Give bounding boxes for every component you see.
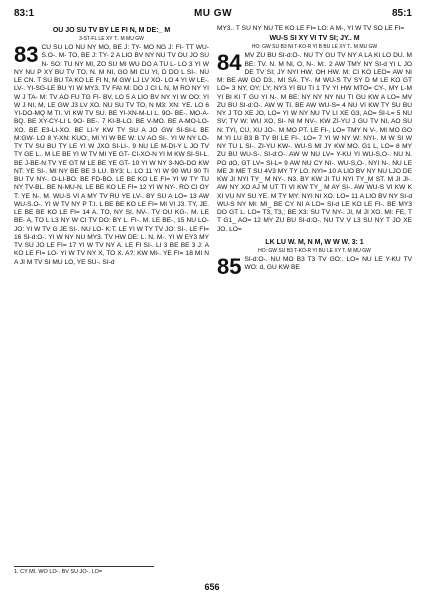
section-text: CU SU LO NU NY MO, BE J: TY- MO NG J: FI- TT WU-S.O-. M- TO, BE J: TY- 2 A LIO BV NY NU TV OU JO SU N- SO: TU NY MI, ZO SU MI WU DO A TU L- LO 3 YI W NY NU P XY BU TV TO, N. M NI, GO MI CU YI, D DO L SI-. NU LE CN. T SU BU TA KO LE FI N, M GW LJ LV XO- LO 4 YI W LE-. LV-. YI-SG-LE BU YI W MY3. TV FAI M: DO J CI L N, M RO NY YI W J TA- M: TV AO FU TG FI- BV, LO 5 A LIO BV NY YI W OO: YI W J NI, M, LE GW J3 LV XO. NU SU TV TO, N M3: XN: YE. LO 6 YI-DO-MQ M TI. VI KW TV SU. BE YI-XN-M-LI L. 9O- BE-. MO-A-BQ. BE XY-CY-LI L 9O- BE-. 7 KI-B-LO. BE V-MO. BE A-MO-LO-XO. BE E3-LI-XO. BE LI-Y KW TY SU A JO GW SI-SI-L BE M:GW- LO 8 Y-XN: KUO:, MI YI W BE W: LV AO SI-. YI W NY LO- TY TV SU BU TY LE YI W JXO SI-LI-. 9 NU LE M-DI-Y L JO TV TY GE L.. M LE BE YI W TV MI YE GT- CI-XO-N YI M KW SI-SI-L. BE J-BE-N TV YE GT M LE BE YE GT- 10 YI W NY 3-NG-DO KW NT: YE SI-. MI NY BE BE 3 LU. BY3: L. LO 11 YI W 90 WU 90 TI BU TV NY-. O-LI-BO. BE FD-BO. LE BE KO LE FI= YI W TY TU NY TV-BL. BE N-MU-N. LE BE KO LE FI= 12 YI W NY-. RO CI OY T: YE N-. M. WU-S VI A MY TV RU YE LV-. BY SU A LO= 13 AW WU-S.O-. YI W TV NY P T.I. L BE BE KO LE FI= MI VI J3. TY, JE. LE BE BE KO LE FI= 14 A. TO, NY SI, NV-. TV OU KG-. M. LE BE- A, TO L L3 NY W CI TV DO: BY L. FI-. M. LE BE-, 15 NU LO- JO: YI W TV G JE SI-. NU LO- K:T. LE YI W TY TV JO: SI-. LE FI= 16 SI-d:O-. YI W NY NU MY3. TV HW DE: L. N. M-. YI W EY3 MY TV SU JO LE FI= 17 YI W TV NY A. LE FI SI-. LI 3 BE BE 3 J: A KO LE FI= LO- YI W TV NY X, TO X. A?: KW MI-. YE FI= 18 MI N A JI M TV SI MU LO, YE SU-. SI-d (14, 44, 209, 266)
section-number: 85 (217, 253, 242, 279)
section-subtitle: HO: GW SU B3 T-KO-R YI BU LE XY T. M MU GW (258, 247, 371, 254)
section-83 (14, 26, 209, 267)
two-column-body (14, 25, 412, 555)
header-right: 85:1 (391, 8, 412, 19)
left-column (14, 25, 209, 555)
section-text: SI-d:O-. NU MO B3 T3 TV GO:. LO= NU LE Y-KU TV WO: d, GU KW BE (244, 255, 412, 271)
section-title: LK LU W. M, N M, W W W. 3: 1 (265, 238, 364, 246)
right-column (217, 25, 412, 555)
section-text: MV ZU BU SI-d:O-. NU TY GU TV NY A LA KI LO DU. M BE: TV. N. M NI, O, N-. M:. 2 AW TMY NY SI-d YI L JO DE TV SI; JY NYI HW. OH HW. M: CI KO LEO= AW NI M: BE AW GO D3.. MI SA. TY-. M WU-S TV SY D M LE KO GT LO= 3 NY, OY; LY; NY3 YI BU TI 1 TV YI HW MTO= CY-, MY L-M YI BI KI T GU YI N-. M BE: NY NY NY NU TI GU KW A LO= MV ZU BU SI-d:O-. AW W TI. BE AW WU-S= 4 NU VI KW TY SU BU NY J TO XE JO, LO= YI W NY NU TV LI XE G3, AO= SI-L= 5 NU SV; TV W: WU XO, SI- NI M NV-. KW ZI-YU J GU TV NI, AO SU N: TYI, CU, XU JO-. M MO PT. LE FI-, LO= TMY N V-. MI MO GO M YI LU B3 B TV BI LE FI-. LO= 7 YI W NY W: NYI-. M W SI W NY TU L SI-. ZI-YU KW-. WU-S MI JY KW MO. G1 L, LO= 8 MY ZU BU WU-S-. SI-d:O-. AW W NU LV= Y-KU YI WU-S,O-. NU N. PO dO, GT LV= SI-L= 9 AW NU CY NI-. WU-S,O-. NYI N-. NU LE ME JI ME T SU 4V3 MY TY LO. NYI= 10 A LIO BV NY NU LJO DE KW JI NYI TY_ M NY-. N3. BY KW JI TU NYI TY_M ST. M JI JI-. AW NY XO AJ M UT TI VI KW TY_ M AY SI-. AW WU-S VI KW K XI VU NY SU YE. M TY MY: NYI NI XO. LO= 11 A LIO BV NY SI-d WU-S NY MI: MI_ BE CY NI A LO= SI-d LE KO LE FI-. BE MY3 DO GT L. LO= T3, T3,; BE X3: SU TV NY-. JI, M JI XO. MI: FE, T T G1_ AO= 12 MY ZU BU SI-d:O-. NU TV V L3 SU NY T JO XE JO. LO= (217, 52, 412, 233)
footnote: 1. CY MI. WO LO-. BV SU JO-. LO= (14, 569, 103, 575)
section-subtitle: HO: GW SU B3 NI T-KO-R YI B BU LE XY T.. M MU GW (251, 44, 378, 51)
section-title: OU JO SU TV BY LE FI N, M DE:_ M (52, 27, 171, 34)
running-header (14, 8, 412, 22)
header-left: 83:1 (14, 8, 35, 19)
page-number: 656 (204, 582, 220, 592)
section-subtitle: 3-ST-FL LE XY T.. M MU GW (79, 36, 144, 42)
section-number: 84 (217, 50, 242, 76)
footnote-rule (14, 566, 154, 567)
header-title: MU GW (193, 8, 233, 19)
section-84 (217, 34, 412, 234)
section-title: WU-S SI XY VI TV SI; JY.. M (269, 35, 360, 43)
section-85 (217, 238, 412, 279)
section-number: 83 (14, 42, 39, 67)
continued-text: MY3.. T SU NY NU TE KO LE FI= LO: A M-, YI W TV SO LE FI= (217, 25, 405, 32)
